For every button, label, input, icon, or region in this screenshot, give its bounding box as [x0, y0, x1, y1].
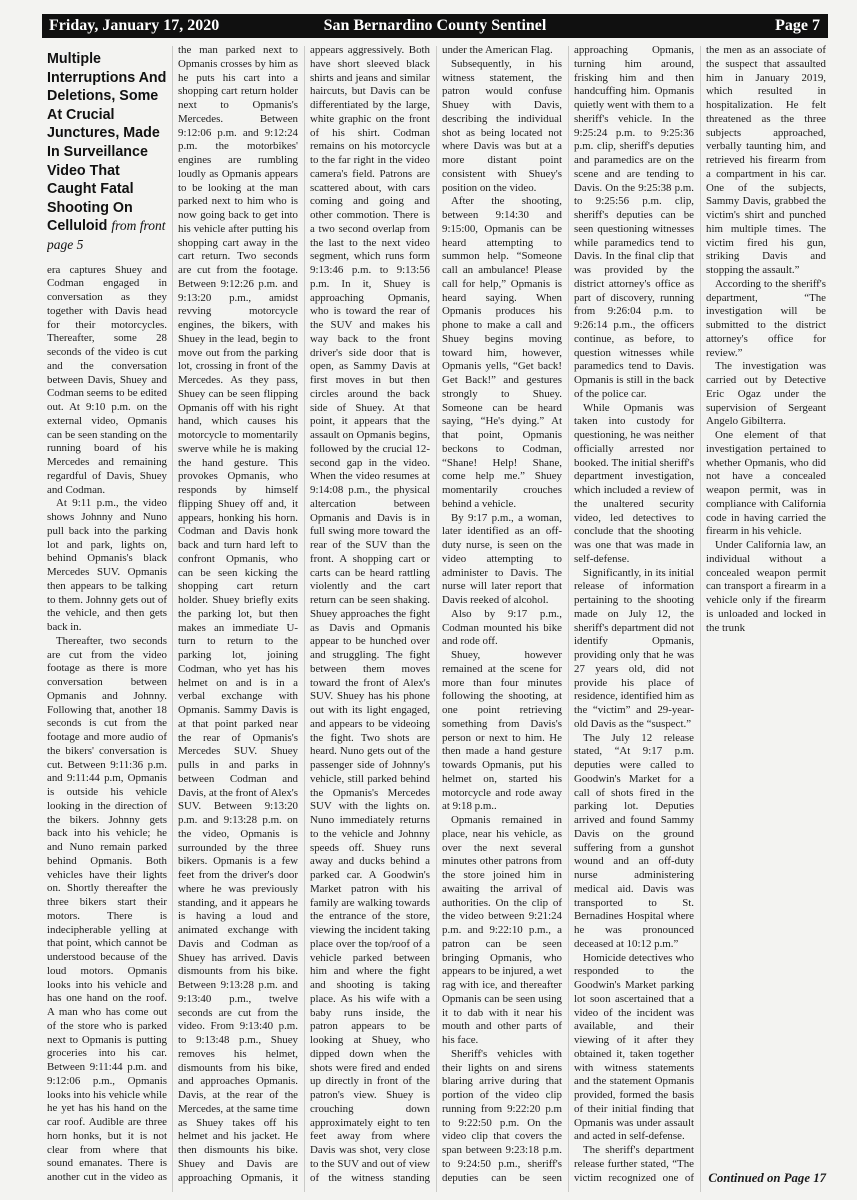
paragraph: Subsequently, in his witness statement, the patron would confuse Shuey with Davis, describing the individual shot as being located not where Davis was but at a more distant point consistent with Shuey's position on the video.: [442, 57, 562, 194]
paragraph: The investigation was carried out by Detective Eric Ogaz under the supervision of Sergeant Angelo Gibilterra.: [706, 360, 826, 428]
issue-date: Friday, January 17, 2020: [49, 17, 220, 34]
article-column-5: [574, 44, 694, 1185]
paragraph: Shuey, however remained at the scene for more than four minutes following the shooting, at one point retrieving something from Davis's person or next to him. He then made a hand gesture towards Opmanis, put his helmet on, started his motorcycle and rode away at 9:18 p.m..: [442, 649, 562, 813]
article-column-6: [706, 44, 826, 1158]
paragraph: Sheriff's vehicles with their lights on and sirens blaring arrive during that portion of the video clip running from 9:22:20 p.m to 9:22:50 p.m. On the video clip that covers the span between 9:23:18 p.m. to 9:24:50 p.m., sheriff's deputies can be seen: [442, 1047, 562, 1184]
article-column-3: [310, 44, 430, 1185]
paragraph: appears aggressively. Both have short sleeved black shirts and jeans and similar haircuts, but Davis can be differentiated by the large, white graphic on the front of his shirt. Codman remains on his motorcycle to the far right in the video camera's field. Patrons are scattered about, with cars coming and going and other commotion. There is a two second overlap from the last to the next video segment, which runs form 9:13:46 p.m. to 9:13:56 p.m. In it, Shuey is approaching Opmanis, who is toward the rear of the SUV and makes his way back to the front driver's side door that is open, as Sammy Davis at first moves in but then circles around the back side of Shuey. At that point, it appears that the assault on Opmanis begins, followed by the crucial 12-second gap in the video. When the video resumes at 9:14:08 p.m., the physical altercation between Opmanis and Davis is in full swing more toward the rear of the SUV than the front. A shopping cart or carts can be heard rattling violently and the cart return can be seen shaking. Shuey approaches the fight as Davis and Opmanis appear to be hunched over and struggling. The fight between them moves toward the front of Alex's SUV. Shuey has his phone out with its light engaged, and appears to be videoing the fight. Two shots are heard. Nuno gets out of the passenger side of Johnny's vehicle, still parked behind the Opmanis's Mercedes SUV with the lights on. Nuno immediately returns to the vehicle and Johnny speeds off. Shuey runs away and ducks behind a parked car. A Goodwin's Market patron with his family are walking towards the entrance of the store, viewing the incident taking place over the top/roof of a vehicle parked between him and where the fight and shooting is taking place. As his wife with a baby runs inside, the patron appears to be looking at Shuey, who dipped down when the shots were fired and ended up directly in front of the patron's view. Shuey is crouching down approximately eight to ten feet away from where Davis was shot, very close to the SUV and out of view of the witness standing: [310, 44, 430, 1184]
paragraph: While Opmanis was taken into custody for questioning, he was neither officially arrested nor booked. The initial sheriff's department investigation, which included a review of the unaltered security video, led detectives to conclude that the shooting was one that was made in self-defense.: [574, 401, 694, 565]
paragraph: After the shooting, between 9:14:30 and 9:15:00, Opmanis can be heard attempting to summon help. “Someone call an ambulance! Please call for help,” Opmanis is heard saying. When Opmanis produces his phone to make a call and Shuey begins moving toward him, however, Opmanis yells, “Get back! Get Back!” and gestures strongly to Shuey. Someone can be heard saying, “He's dying.” At that point, Opmanis beckons to Codman, “Shane! Help! Shane, come help me.” Shuey momentarily crouches behind a vehicle.: [442, 195, 562, 510]
continued-on-line: Continued on Page 17: [708, 1171, 826, 1185]
paragraph: era captures Shuey and Codman engaged in conversation as they together with Davis head for their motorcycles. Thereafter, some 28 seconds of the video is cut and the conversation between Davis, Shuey and Codman seems to be edited out. At 9:10 p.m. on the external video, Opmanis can be seen standing on the running board of his Mercedes and remaining regardful of Davis, Shuey and Codman.: [47, 263, 167, 496]
column-rule: [172, 46, 173, 1192]
column-rule: [700, 46, 701, 1192]
article-body-continued: [178, 44, 298, 1185]
paragraph: Opmanis remained in place, near his vehicle, as over the next several minutes other patrons from the store joined him in awaiting the arrival of authorities. On the clip of the video between 9:21:24 p.m. and 9:22:10 p.m., a patron can be seen bringing Opmanis, who appears to be injured, a wet rag with ice, and thereafter Opmanis can be seen using it to dab with it near his mouth and other parts of his face.: [442, 814, 562, 1046]
paragraph: Under California law, an individual without a concealed weapon permit can transport a firearm in a vehicle only if the firearm is unloaded and locked in the trunk: [706, 539, 826, 634]
article-body: [47, 264, 167, 1186]
column-rule: [568, 46, 569, 1192]
paragraph: By 9:17 p.m., a woman, later identified as an off-duty nurse, is seen on the video attempting to administer to Davis. The nurse will later report that Davis reeked of alcohol.: [442, 511, 562, 606]
article-body-continued: [706, 44, 826, 635]
paragraph: Significantly, in its initial release of information pertaining to the shooting made on July 12, the sheriff's department did not identify Opmanis, providing only that he was 27 years old, did not provide his place of residence, identified him as the “victim” and 29-year-old Davis as the “suspect.”: [574, 566, 694, 730]
paragraph: At 9:11 p.m., the video shows Johnny and Nuno pull back into the parking lot and park, lights on, behind Opmanis's black Mercedes SUV. Opmanis then appears to be talking to them. Johnny gets out of the vehicle, and then gets back in.: [47, 497, 167, 634]
paragraph: According to the sheriff's department, “The investigation will be submitted to the district attorney's office for review.”: [706, 277, 826, 359]
article-body-continued: [442, 44, 562, 1185]
paragraph: The sheriff's department release further stated, “The victim recognized one of: [574, 1144, 694, 1184]
article-body-continued: [310, 44, 430, 1185]
article-column-4: [442, 44, 562, 1185]
paragraph: The July 12 release stated, “At 9:17 p.m. deputies were called to Goodwin's Market for a call of shots fired in the parking lot. Deputies arrived and found Sammy Davis on the ground suffering from a gunshot wound and an off-duty nurse administering medical aid. Davis was transported to St. Bernadines Hospital where he was pronounced deceased at 10:12 p.m.”: [574, 731, 694, 950]
paragraph: Homicide detectives who responded to the Goodwin's Market parking lot soon ascertained that a video of the incident was available, and their viewing of it after they obtained it, taken together with witness statements and the statement Opmanis provided, formed the basis of their initial finding that Opmanis was under assault and acted in self-defense.: [574, 951, 694, 1143]
article-column-1: [47, 44, 167, 1185]
paragraph: the men as an associate of the suspect that assaulted him in January 2019, which resulted in hospitalization. He felt threatened as the three subjects approached, verbally taunting him, and retrieved his firearm from a compartment in his car. One of the subjects, Sammy Davis, grabbed the victim's shirt and punched him multiple times. The victim fired his gun, striking Davis and stopping the assault.”: [706, 44, 826, 276]
paragraph: the man parked next to Opmanis crosses by him as he puts his cart into a shopping cart return holder next to Opmanis's Mercedes. Between 9:12:06 p.m. and 9:12:24 p.m. the motorbikes' engines are rumbling loudly as Opmanis appears to be looking at the man parked next to him who is now going back to get into his vehicle after putting his shopping cart away in the cart return. Two seconds are cut from the footage. Between 9:12:26 p.m. and 9:13:20 p.m., amidst revving motorcycle engines, the bikers, with Shuey in the lead, begin to move out from the parking lot, crossing in front of the Mercedes. As they pass, Shuey can be seen flipping Opmanis off with his right hand, which causes his motorcycle to momentarily swerve while he is making the hand gesture. This provokes Opmanis, who responds by himself flipping Shuey off and, it appears, honking his horn. Codman and Davis honk back and turn hard left to confront Opmanis, who can be seen kicking the shopping cart return holder. Shuey briefly exits the parking lot, but then makes an immediate U-turn to return to the parking lot, joining Codman, who yet has his helmet on and is in a verbal exchange with Opmanis. Sammy Davis is at that point parked near the rear of Opmanis's Mercedes SUV. Shuey pulls in and parks in between Codman and Davis, at the front of Alex's SUV. Between 9:13:20 p.m. and 9:13:28 p.m. on the video, Opmanis is surrounded by the three bikers. Opmanis is a few feet from the driver's door where he was previously standing, and it appears he is having a loud and animated exchange with Davis and Codman as Shuey has arrived. Davis dismounts from his bike. Between 9:13:28 p.m. and 9:13:40 p.m., twelve seconds are cut from the video. From 9:13:40 p.m. to 9:13:48 p.m., Shuey removes his helmet, dismounts from his bike, and approaches Opmanis. Davis, at the rear of the Mercedes, at the same time as Shuey takes off his helmet and his jacket. He then dismounts his bike. Shuey and Davis are approaching Opmanis, it: [178, 44, 298, 1184]
paragraph: One element of that investigation pertained to whether Opmanis, who did not have a concealed weapon permit, was in compliance with California code in having carried the firearm in his vehicle.: [706, 429, 826, 538]
headline-text: Multiple Interruptions And Deletions, Some At Crucial Junctures, Made In Surveillance Video That Caught Fatal Shooting On Celluloid: [47, 51, 167, 235]
paragraph: under the American Flag.: [442, 44, 553, 56]
column-rule: [304, 46, 305, 1192]
article-column-2: [178, 44, 298, 1185]
paper-name: San Bernardino County Sentinel: [323, 17, 547, 34]
paragraph: Also by 9:17 p.m., Codman mounted his bike and rode off.: [442, 607, 562, 648]
jump-line: from front page 5: [47, 218, 166, 252]
headline: [47, 50, 167, 255]
page-number: Page 7: [775, 17, 820, 34]
paragraph: approaching Opmanis, turning him around, frisking him and then handcuffing him. Opmanis quietly went with them to a sheriff's vehicle. In the 9:25:24 p.m. to 9:25:36 p.m. clip, sheriff's deputies and paramedics are on the scene and are tending to Davis. On the 9:25:38 p.m. to 9:25:56 p.m. clip, sheriff's deputies can be seen questioning witnesses while paramedics tend to Davis. In the final clip that was provided by the district attorney's office as part of discovery, running from 9:26:04 p.m. to 9:26:14 p.m., the officers continue, as before, to question witnesses while paramedics tend to Davis. Opmanis is still in the back of the police car.: [574, 44, 694, 400]
column-rule: [436, 46, 437, 1192]
paragraph: Thereafter, two seconds are cut from the video footage as there is more conversation between Opmanis and Johnny. Following that, another 18 seconds is cut from the footage and more audio of the bikers' conversation is cut. Between 9:11:36 p.m. and 9:11:44 p.m, Opmanis is outside his vehicle looking in the direction of the bikers. Johnny gets back into his vehicle; he and Nuno remain parked behind Opmanis. Both vehicles have their lights on. Shortly thereafter the three bikers start their motors. There is indecipherable yelling at that point, which cannot be understood because of the loud motors. Opmanis looks into his vehicle and has one hand on the roof. A man who has come out of the store who is parked next to Opmanis is putting groceries into his car. Between 9:11:44 p.m. and 9:12:06 p.m., Opmanis looks into his vehicle while he yet has his hand on the car roof. Audible are three horn honks, but it is not clear from where that sound emanates. There is another cut in the video as: [47, 634, 167, 1184]
article-body-continued: [574, 44, 694, 1185]
masthead-bar: [42, 14, 828, 38]
